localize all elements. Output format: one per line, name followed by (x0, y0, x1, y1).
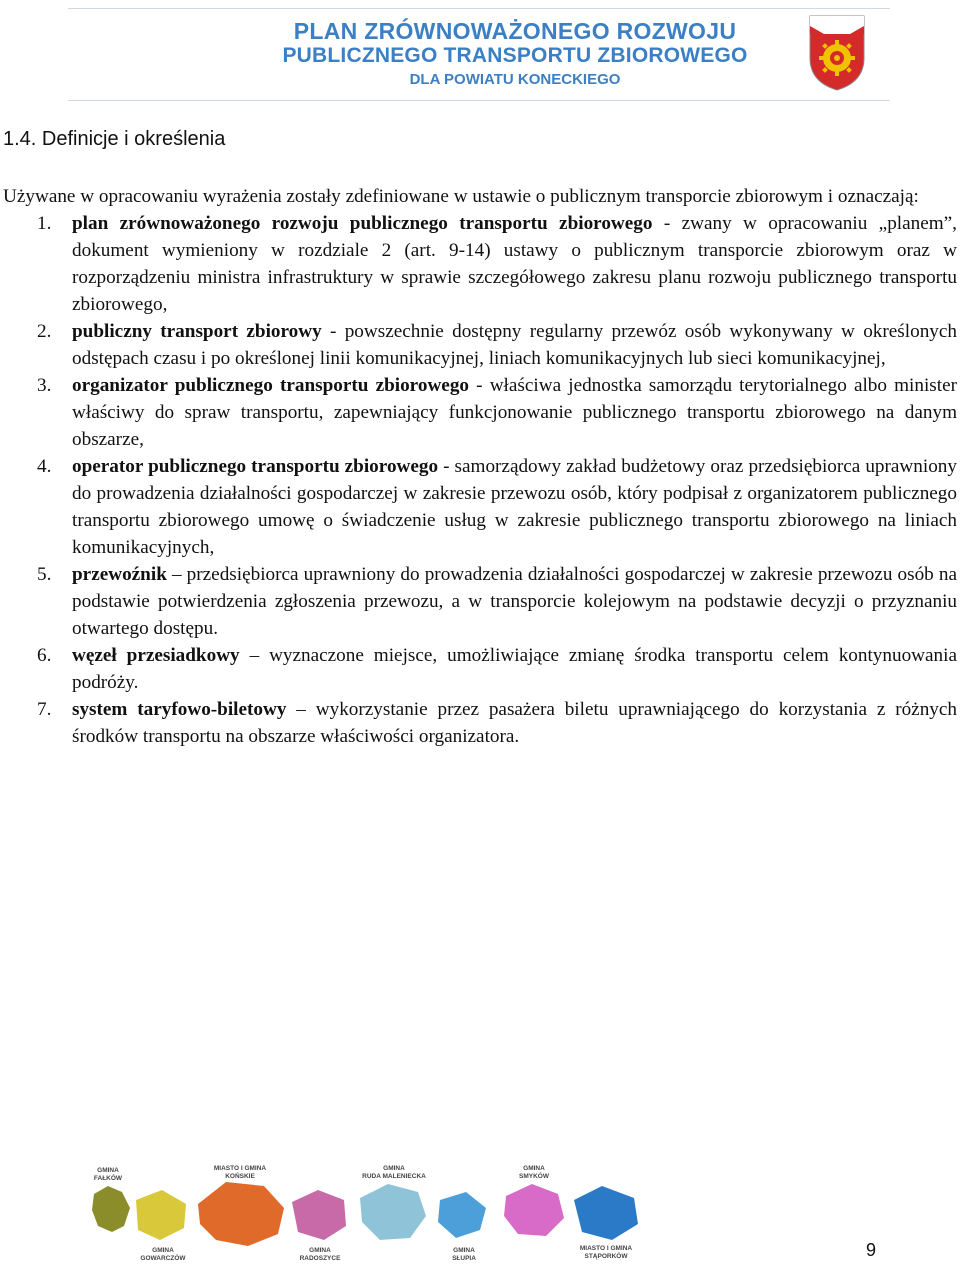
definition-text: - powszechnie dostępny regularny przewóz osób wykonywany w określonych odstępach czasu i po określonej linii komunikacyjnej, liniach komunikacyjnych lub sieci komunikacyjnej, (72, 321, 957, 369)
gmina-label-line1: MIASTO I GMINA (579, 1245, 633, 1252)
gmina-map-konskie (198, 1165, 284, 1246)
definition-text: – wykorzystanie przez pasażera biletu uprawniającego do korzystania z różnych środków transportu na obszarze właściwości organizatora. (72, 699, 957, 747)
gmina-maps-footer (88, 1160, 648, 1266)
item-number: 6. (37, 645, 52, 666)
definition-item (3, 210, 957, 318)
gmina-label-line2: SŁUPIA (452, 1255, 476, 1262)
item-number: 7. (37, 699, 52, 720)
definitions-list (3, 210, 957, 750)
definition-term: system taryfowo-biletowy (72, 699, 287, 720)
gmina-label-line1: GMINA (383, 1165, 405, 1172)
definition-term: plan zrównoważonego rozwoju publicznego transportu zbiorowego (72, 213, 653, 234)
definition-item (3, 372, 957, 453)
item-number: 1. (37, 213, 52, 234)
header-title-line1: PLAN ZRÓWNOWAŻONEGO ROZWOJU (293, 18, 737, 44)
gmina-label-line2: KOŃSKIE (225, 1173, 255, 1180)
definition-term: operator publicznego transportu zbiorowego (72, 456, 439, 477)
map-shape-falkow (92, 1186, 130, 1232)
item-number: 5. (37, 564, 52, 585)
header-bottom-rule (68, 100, 890, 101)
gmina-label-line2: SMYKÓW (519, 1173, 549, 1180)
definition-item (3, 318, 957, 372)
gmina-label-line2: FAŁKÓW (93, 1175, 123, 1182)
gmina-label-line1: MIASTO I GMINA (213, 1165, 267, 1172)
gmina-label-line2: RADOSZYCE (299, 1255, 341, 1262)
gmina-label-line2: RUDA MALENIECKA (362, 1173, 426, 1180)
definition-item (3, 453, 957, 561)
definition-text: - samorządowy zakład budżetowy oraz przedsiębiorca uprawniony do prowadzenia działalności gospodarczej w zakresie przewozu osób, który podpisał z organizatorem publicznego transportu zbiorowego umowę o świadczenie usług w zakresie publicznego transportu zbiorowego na liniach komunikacyjnych, (72, 456, 957, 558)
map-shape-radoszyce (292, 1190, 346, 1240)
gmina-label-line1: GMINA (97, 1167, 119, 1174)
definition-item (3, 642, 957, 696)
gmina-label-line1: GMINA (152, 1247, 174, 1254)
gmina-map-ruda-maleniecka (360, 1165, 426, 1240)
definition-text: – przedsiębiorca uprawniony do prowadzenia działalności gospodarczej w zakresie przewozu osób na podstawie potwierdzenia zgłoszenia przewozu, a w transporcie kolejowym na podstawie decyzji o przyznaniu otwartego dostępu. (72, 564, 957, 639)
definition-text: – wyznaczone miejsce, umożliwiające zmianę środka transportu celem kontynuowania podróży. (72, 645, 957, 693)
definition-item (3, 561, 957, 642)
item-number: 3. (37, 375, 52, 396)
map-shape-slupia (438, 1192, 486, 1238)
gmina-map-smykow (504, 1165, 564, 1236)
gmina-label-line1: GMINA (523, 1165, 545, 1172)
definition-term: organizator publicznego transportu zbiorowego (72, 375, 470, 396)
header-title-line3: DLA POWIATU KONECKIEGO (409, 71, 621, 88)
gmina-map-staporkow (574, 1186, 638, 1260)
definition-term: węzeł przesiadkowy (72, 645, 240, 666)
map-shape-ruda-maleniecka (360, 1184, 426, 1240)
map-shape-smykow (504, 1184, 564, 1236)
definition-text: - zwany w opracowaniu „planem”, dokument wymieniony w rozdziale 2 (art. 9-14) ustawy o publicznym transporcie zbiorowym oraz w rozporządzeniu ministra infrastruktury w sprawie szczegółowego zakresu planu rozwoju publicznego transportu zbiorowego, (72, 213, 957, 315)
gmina-label-line1: GMINA (453, 1247, 475, 1254)
gmina-map-radoszyce (292, 1190, 346, 1262)
gmina-label-line2: STĄPORKÓW (584, 1253, 628, 1260)
definition-text: - właściwa jednostka samorządu terytorialnego albo minister właściwy do spraw transportu, zapewniający funkcjonowanie publicznego transportu zbiorowego na danym obszarze, (72, 375, 958, 450)
section-heading: 1.4. Definicje i określenia (3, 128, 226, 150)
header-top-rule (68, 8, 890, 9)
intro-paragraph: Używane w opracowaniu wyrażenia zostały zdefiniowane w ustawie o publicznym transporcie zbiorowym i oznaczają: (3, 186, 919, 207)
definition-item (3, 696, 957, 750)
item-number: 2. (37, 321, 52, 342)
gmina-label-line2: GOWARCZÓW (140, 1255, 186, 1262)
map-shape-staporkow (574, 1186, 638, 1240)
definition-term: publiczny transport zbiorowy (72, 321, 322, 342)
gmina-map-gowarczow (136, 1190, 186, 1262)
map-shape-konskie (198, 1182, 284, 1246)
coat-of-arms-icon (808, 14, 866, 92)
definitions-content (3, 183, 957, 750)
page-number: 9 (866, 1240, 877, 1260)
definition-term: przewoźnik (72, 564, 167, 585)
gmina-map-slupia (438, 1192, 486, 1262)
item-number: 4. (37, 456, 52, 477)
map-shape-gowarczow (136, 1190, 186, 1240)
gmina-label-line1: GMINA (309, 1247, 331, 1254)
gmina-map-falkow (92, 1167, 130, 1232)
document-header-title (255, 18, 775, 90)
header-title-line2: PUBLICZNEGO TRANSPORTU ZBIOROWEGO (282, 44, 748, 67)
